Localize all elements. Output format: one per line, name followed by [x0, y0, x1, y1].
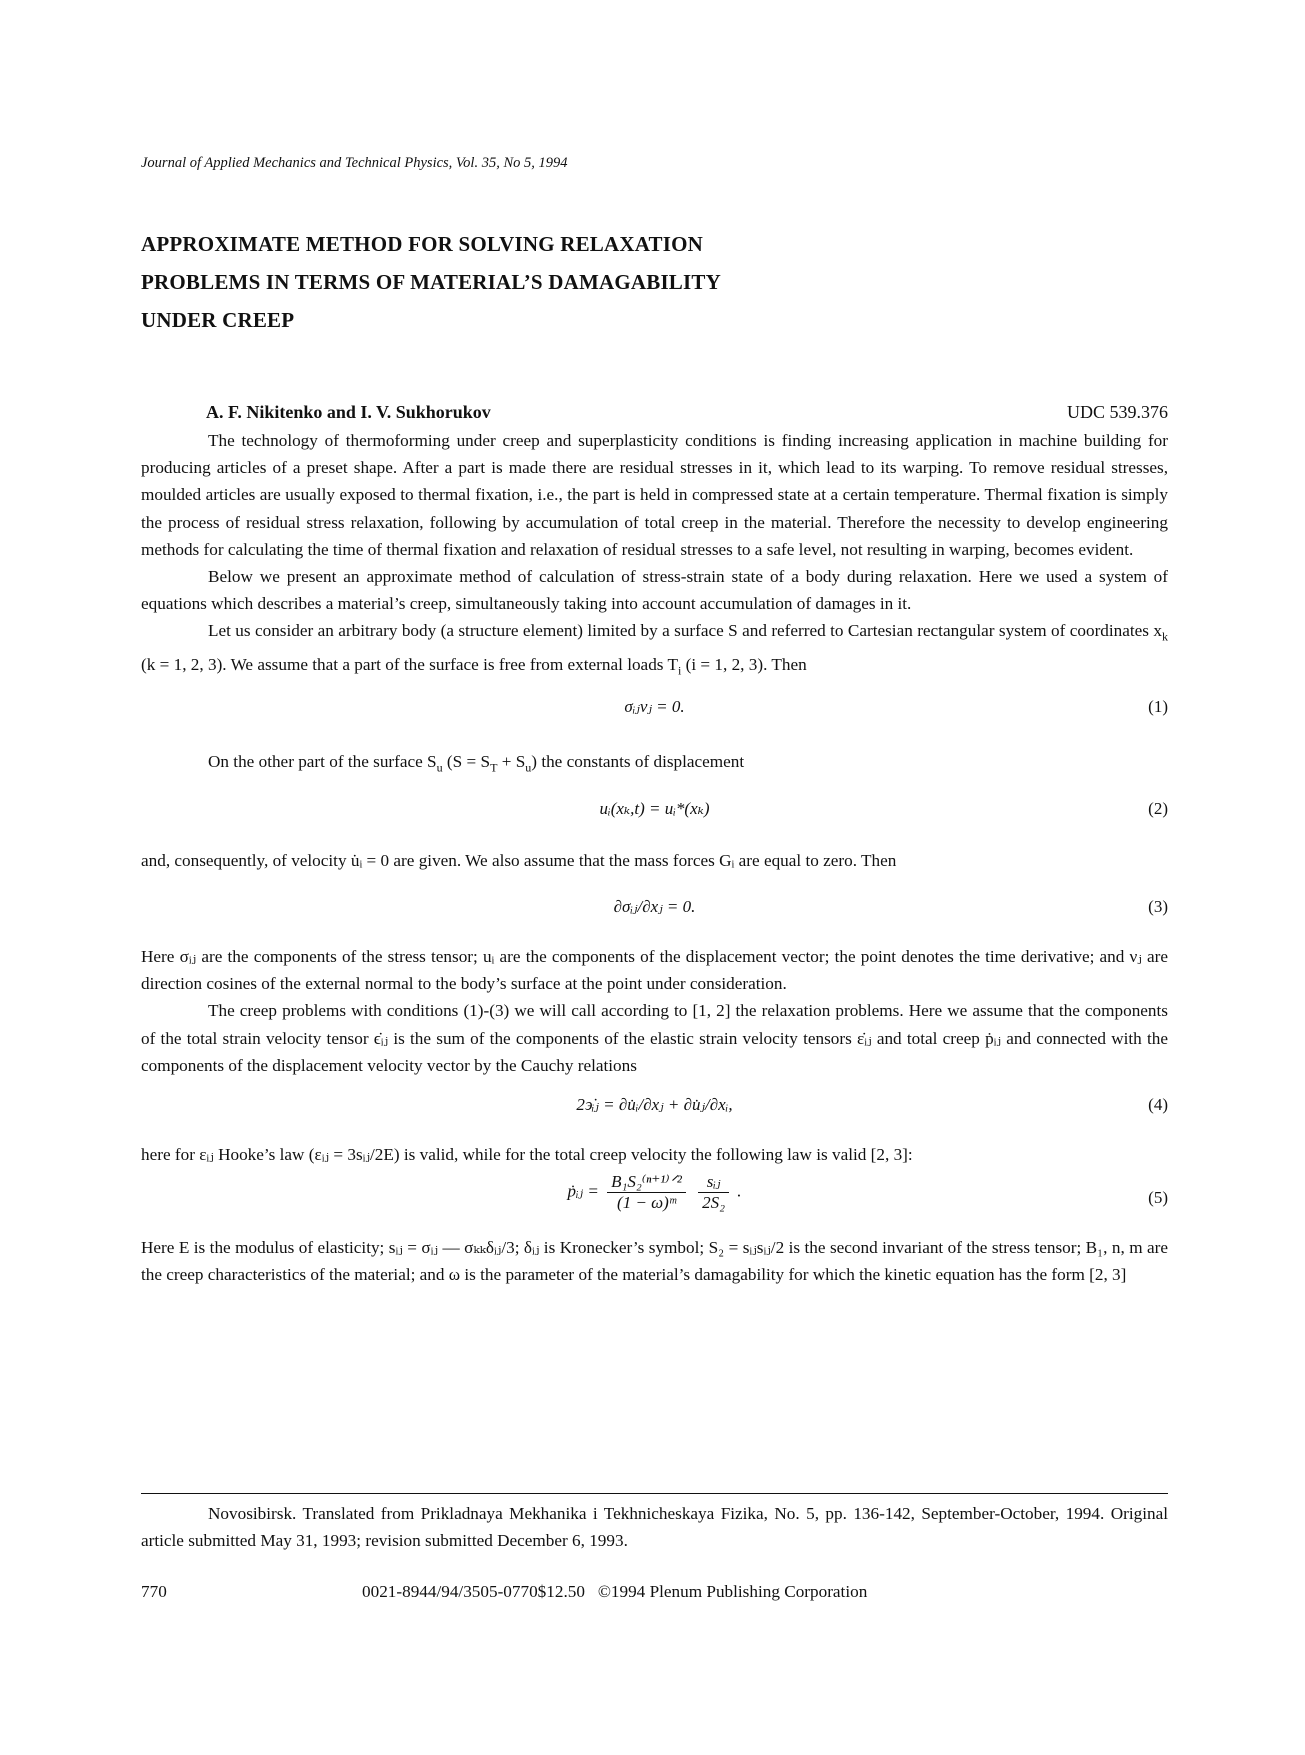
equation-5-fraction-2: $\frac{\text{sᵢⱼ}}{\text{2S₂}}$	[698, 1172, 729, 1213]
article-title	[141, 225, 721, 339]
body-text-2	[141, 943, 1168, 1079]
equation-1-number: (1)	[1148, 697, 1168, 716]
equation-5-formula: ṗᵢⱼ = $\frac{\text{B₁S₂⁽ⁿ⁺¹⁾ᐟ²}}{\text{(1 − ω)ᵐ}}$ $\frac{\text{sᵢⱼ}}{\text{2S₂}}$ .	[567, 1172, 742, 1212]
paragraph-9: Here E is the modulus of elasticity; sᵢⱼ = σᵢⱼ — σₖₖδᵢⱼ/3; δᵢⱼ is Kronecker’s symbol; S₂ = sᵢⱼsᵢⱼ/2 is the second invariant of the stress tensor; B₁, n, m are the creep characteristics of the material; and ω is the parameter of the material’s damagability for which the kinetic equation has the form [2, 3]	[141, 1238, 1168, 1285]
equation-3	[141, 897, 1168, 927]
equation-5-number: (5)	[1148, 1188, 1168, 1207]
equation-4-formula: 2϶̇ᵢⱼ = ∂u̇ᵢ/∂xⱼ + ∂u̇ⱼ/∂xᵢ,	[576, 1095, 733, 1114]
equation-2	[141, 799, 1168, 829]
paragraph-5: and, consequently, of velocity u̇ᵢ = 0 are given. We also assume that the mass forces Gᵢ are equal to zero. Then	[141, 851, 897, 870]
paragraph-7: The creep problems with conditions (1)-(3) we will call according to [1, 2] the relaxation problems. Here we assume that the components of the total strain velocity tensor ϵ̇ᵢⱼ is the sum of the components of the elastic strain velocity tensors ε̇ᵢⱼ and total creep ṗᵢⱼ and connected with the components of the displacement velocity vector by the Cauchy relations	[141, 1001, 1168, 1075]
equation-5-fraction-1: $\frac{\text{B₁S₂⁽ⁿ⁺¹⁾ᐟ²}}{\text{(1 − ω)ᵐ}}$	[607, 1172, 686, 1213]
equation-3-number: (3)	[1148, 897, 1168, 916]
equation-2-number: (2)	[1148, 799, 1168, 818]
intro-text	[141, 427, 1168, 685]
equation-4	[141, 1095, 1168, 1125]
authors: A. F. Nikitenko and I. V. Sukhorukov	[206, 402, 491, 422]
paragraph-8: here for εᵢⱼ Hooke’s law (εᵢⱼ = 3sᵢⱼ/2E) is valid, while for the total creep velocity the following law is valid [2, 3]:	[141, 1145, 913, 1164]
equation-1-formula: σᵢⱼνⱼ = 0.	[624, 697, 685, 716]
paragraph-6: Here σᵢⱼ are the components of the stress tensor; uᵢ are the components of the displacement vector; the point denotes the time derivative; and νⱼ are direction cosines of the external normal to the body’s surface at the point under consideration.	[141, 947, 1168, 994]
footnote: Novosibirsk. Translated from Prikladnaya Mekhanika i Tekhnicheskaya Fizika, No. 5, pp. 136-142, September-October, 1994. Original article submitted May 31, 1993; revision submitted December 6, 1993.	[141, 1504, 1168, 1551]
equation-1	[141, 697, 1168, 727]
footnote-divider	[141, 1493, 1168, 1494]
title-line-3: UNDER CREEP	[141, 308, 295, 332]
paragraph-1: The technology of thermoforming under creep and superplasticity conditions is finding increasing application in machine building for producing articles of a preset shape. After a part is made there are residual stresses in it, which lead to its warping. To remove residual stresses, moulded articles are usually exposed to thermal fixation, i.e., the part is held in compressed state at a certain temperature. Thermal fixation is simply the process of residual stress relaxation, following by accumulation of total creep in the material. Therefore the necessity to develop engineering methods for calculating the time of thermal fixation and relaxation of residual stresses to a safe level, not resulting in warping, becomes evident.	[141, 431, 1168, 559]
equation-4-number: (4)	[1148, 1095, 1168, 1114]
title-line-1: APPROXIMATE METHOD FOR SOLVING RELAXATION	[141, 232, 704, 256]
paragraph-4: On the other part of the surface $S_u$ $(S = S_T + S_u)$ the constants of displacement	[208, 752, 745, 775]
equation-2-formula: uᵢ(xₖ,t) = uᵢ*(xₖ)	[599, 799, 710, 818]
journal-header: Journal of Applied Mechanics and Technical Physics, Vol. 35, No 5, 1994	[141, 155, 568, 171]
page-number: 770	[141, 1582, 167, 1601]
paragraph-3: Let us consider an arbitrary body (a structure element) limited by a surface S and referred to Cartesian rectangular system of coordinates $x_k$ (k = 1, 2, 3). We assume that a part of the surface is free from external loads $T_i$ (i = 1, 2, 3). Then	[141, 621, 1168, 678]
equation-5	[141, 1170, 1168, 1226]
copyright-line: 0021-8944/94/3505-0770$12.50 ©1994 Plenum Publishing Corporation	[362, 1582, 868, 1601]
udc-code: UDC 539.376	[1066, 402, 1168, 422]
title-line-2: PROBLEMS IN TERMS OF MATERIAL’S DAMAGABILITY	[141, 270, 721, 294]
equation-3-formula: ∂σᵢⱼ/∂xⱼ = 0.	[613, 897, 696, 916]
paragraph-2: Below we present an approximate method of calculation of stress-strain state of a body during relaxation. Here we used a system of equations which describes a material’s creep, simultaneously taking into account accumulation of damages in it.	[141, 567, 1168, 614]
